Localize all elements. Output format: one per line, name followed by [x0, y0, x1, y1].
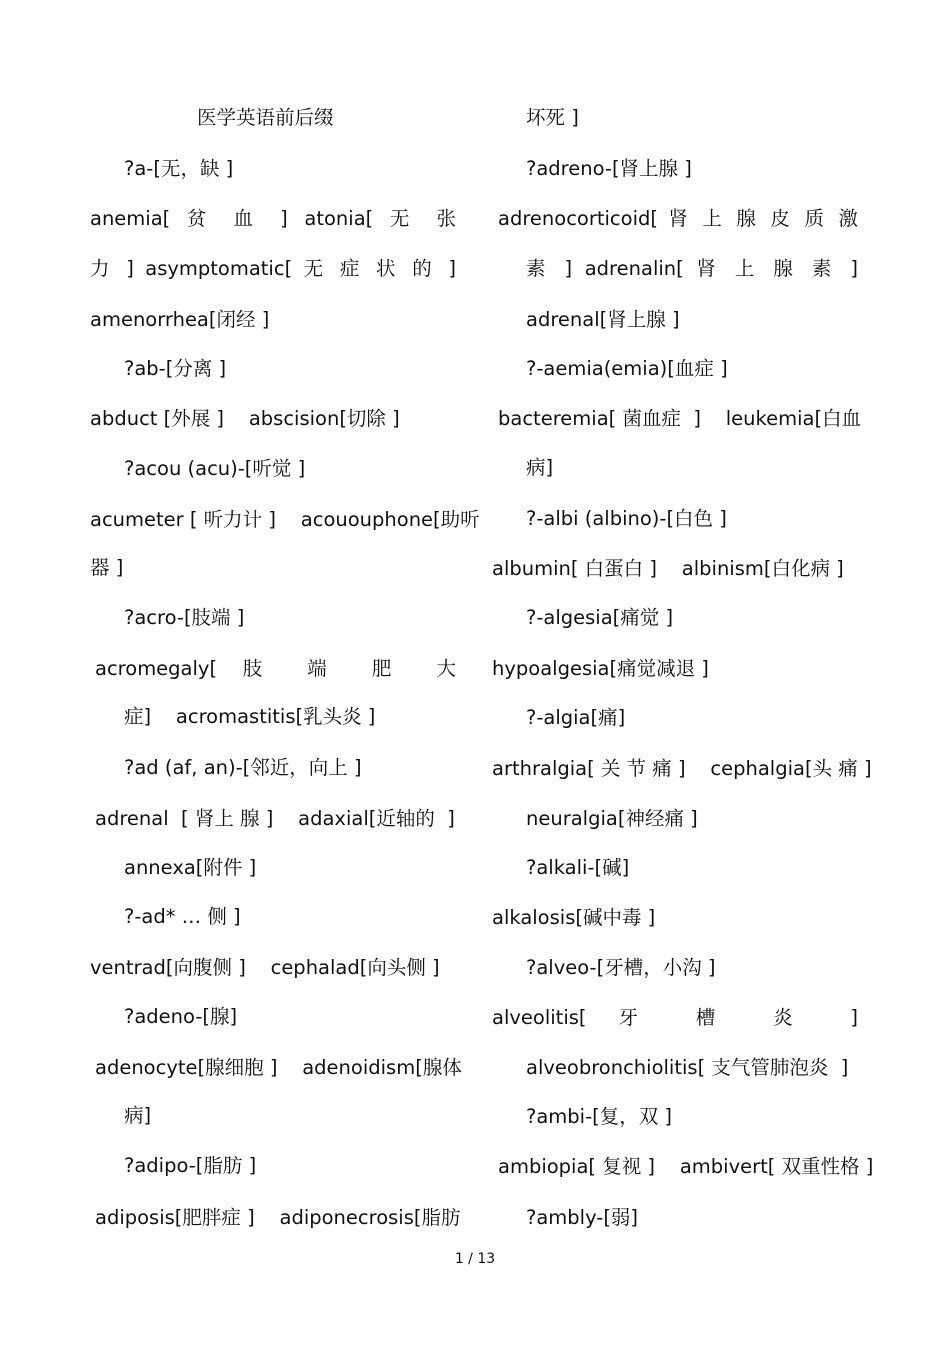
left-line-12: ?ad (af, an)-[邻近，向上 ] [124, 756, 362, 779]
right-line-8: ?-albi (albino)-[白色 ] [526, 507, 727, 530]
page-title: 医学英语前后缀 [197, 106, 334, 129]
right-line-18: alveolitis[ 牙 槽 炎 ] [492, 1006, 858, 1029]
right-line-6: bacteremia[ 菌血症 ] leukemia[白血 [498, 407, 862, 430]
left-line-4: ?ab-[分离 ] [124, 357, 227, 380]
right-line-13: arthralgia[ 关 节 痛 ] cephalgia[头 痛 ] [492, 757, 872, 780]
right-line-15: ?alkali-[碱] [526, 856, 630, 879]
left-line-3: amenorrhea[闭经 ] [90, 308, 270, 331]
left-line-10: acromegaly[ 肢 端 肥 大 [95, 657, 456, 680]
right-line-9: albumin[ 白蛋白 ] albinism[白化病 ] [492, 557, 844, 580]
left-line-5: abduct [外展 ] abscision[切除 ] [90, 407, 400, 430]
right-line-16: alkalosis[碱中毒 ] [492, 906, 656, 929]
left-line-17: ?adeno-[腺] [124, 1005, 238, 1028]
left-line-6: ?acou (acu)-[听觉 ] [124, 457, 306, 480]
left-line-11: 症] acromastitis[乳头炎 ] [124, 705, 376, 728]
left-line-13: adrenal [ 肾上 腺 ] adaxial[近轴的 ] [95, 807, 455, 830]
right-line-21: ambiopia[ 复视 ] ambivert[ 双重性格 ] [498, 1155, 874, 1178]
right-line-7: 病] [526, 456, 554, 479]
left-line-8: 器 ] [90, 556, 124, 579]
right-line-5: ?-aemia(emia)[血症 ] [526, 357, 728, 380]
right-line-2: adrenocorticoid[ 肾 上 腺 皮 质 激 [498, 207, 858, 230]
left-line-15: ?-ad* … 侧 ] [124, 905, 241, 928]
left-line-9: ?acro-[肢端 ] [124, 606, 245, 629]
left-line-0: ?a-[无，缺 ] [124, 157, 234, 180]
left-line-2: 力 ] asymptomatic[ 无 症 状 的 ] [90, 257, 456, 280]
right-line-17: ?alveo-[牙槽，小沟 ] [526, 956, 716, 979]
right-line-3: 素 ] adrenalin[ 肾 上 腺 素 ] [526, 257, 858, 280]
right-line-22: ?ambly-[弱] [526, 1206, 639, 1229]
page-number: 1 / 13 [454, 1251, 496, 1267]
right-line-20: ?ambi-[复，双 ] [526, 1105, 673, 1128]
left-line-14: annexa[附件 ] [124, 856, 257, 879]
right-line-19: alveobronchiolitis[ 支气管肺泡炎 ] [526, 1056, 849, 1079]
left-line-18: adenocyte[腺细胞 ] adenoidism[腺体 [95, 1056, 462, 1079]
right-line-1: ?adreno-[肾上腺 ] [526, 157, 692, 180]
right-line-12: ?-algia[痛] [526, 706, 626, 729]
right-line-10: ?-algesia[痛觉 ] [526, 606, 674, 629]
right-line-14: neuralgia[神经痛 ] [526, 807, 698, 830]
right-line-0: 坏死 ] [526, 106, 579, 129]
left-line-16: ventrad[向腹侧 ] cephalad[向头侧 ] [90, 956, 440, 979]
left-line-19: 病] [124, 1104, 152, 1127]
right-line-11: hypoalgesia[痛觉减退 ] [492, 657, 709, 680]
left-line-7: acumeter [ 听力计 ] acououphone[助听 [90, 508, 480, 531]
left-line-20: ?adipo-[脂肪 ] [124, 1154, 257, 1177]
right-line-4: adrenal[肾上腺 ] [526, 308, 680, 331]
left-line-1: anemia[ 贫 血 ] atonia[ 无 张 [90, 207, 456, 230]
left-line-21: adiposis[肥胖症 ] adiponecrosis[脂肪 [95, 1206, 461, 1229]
